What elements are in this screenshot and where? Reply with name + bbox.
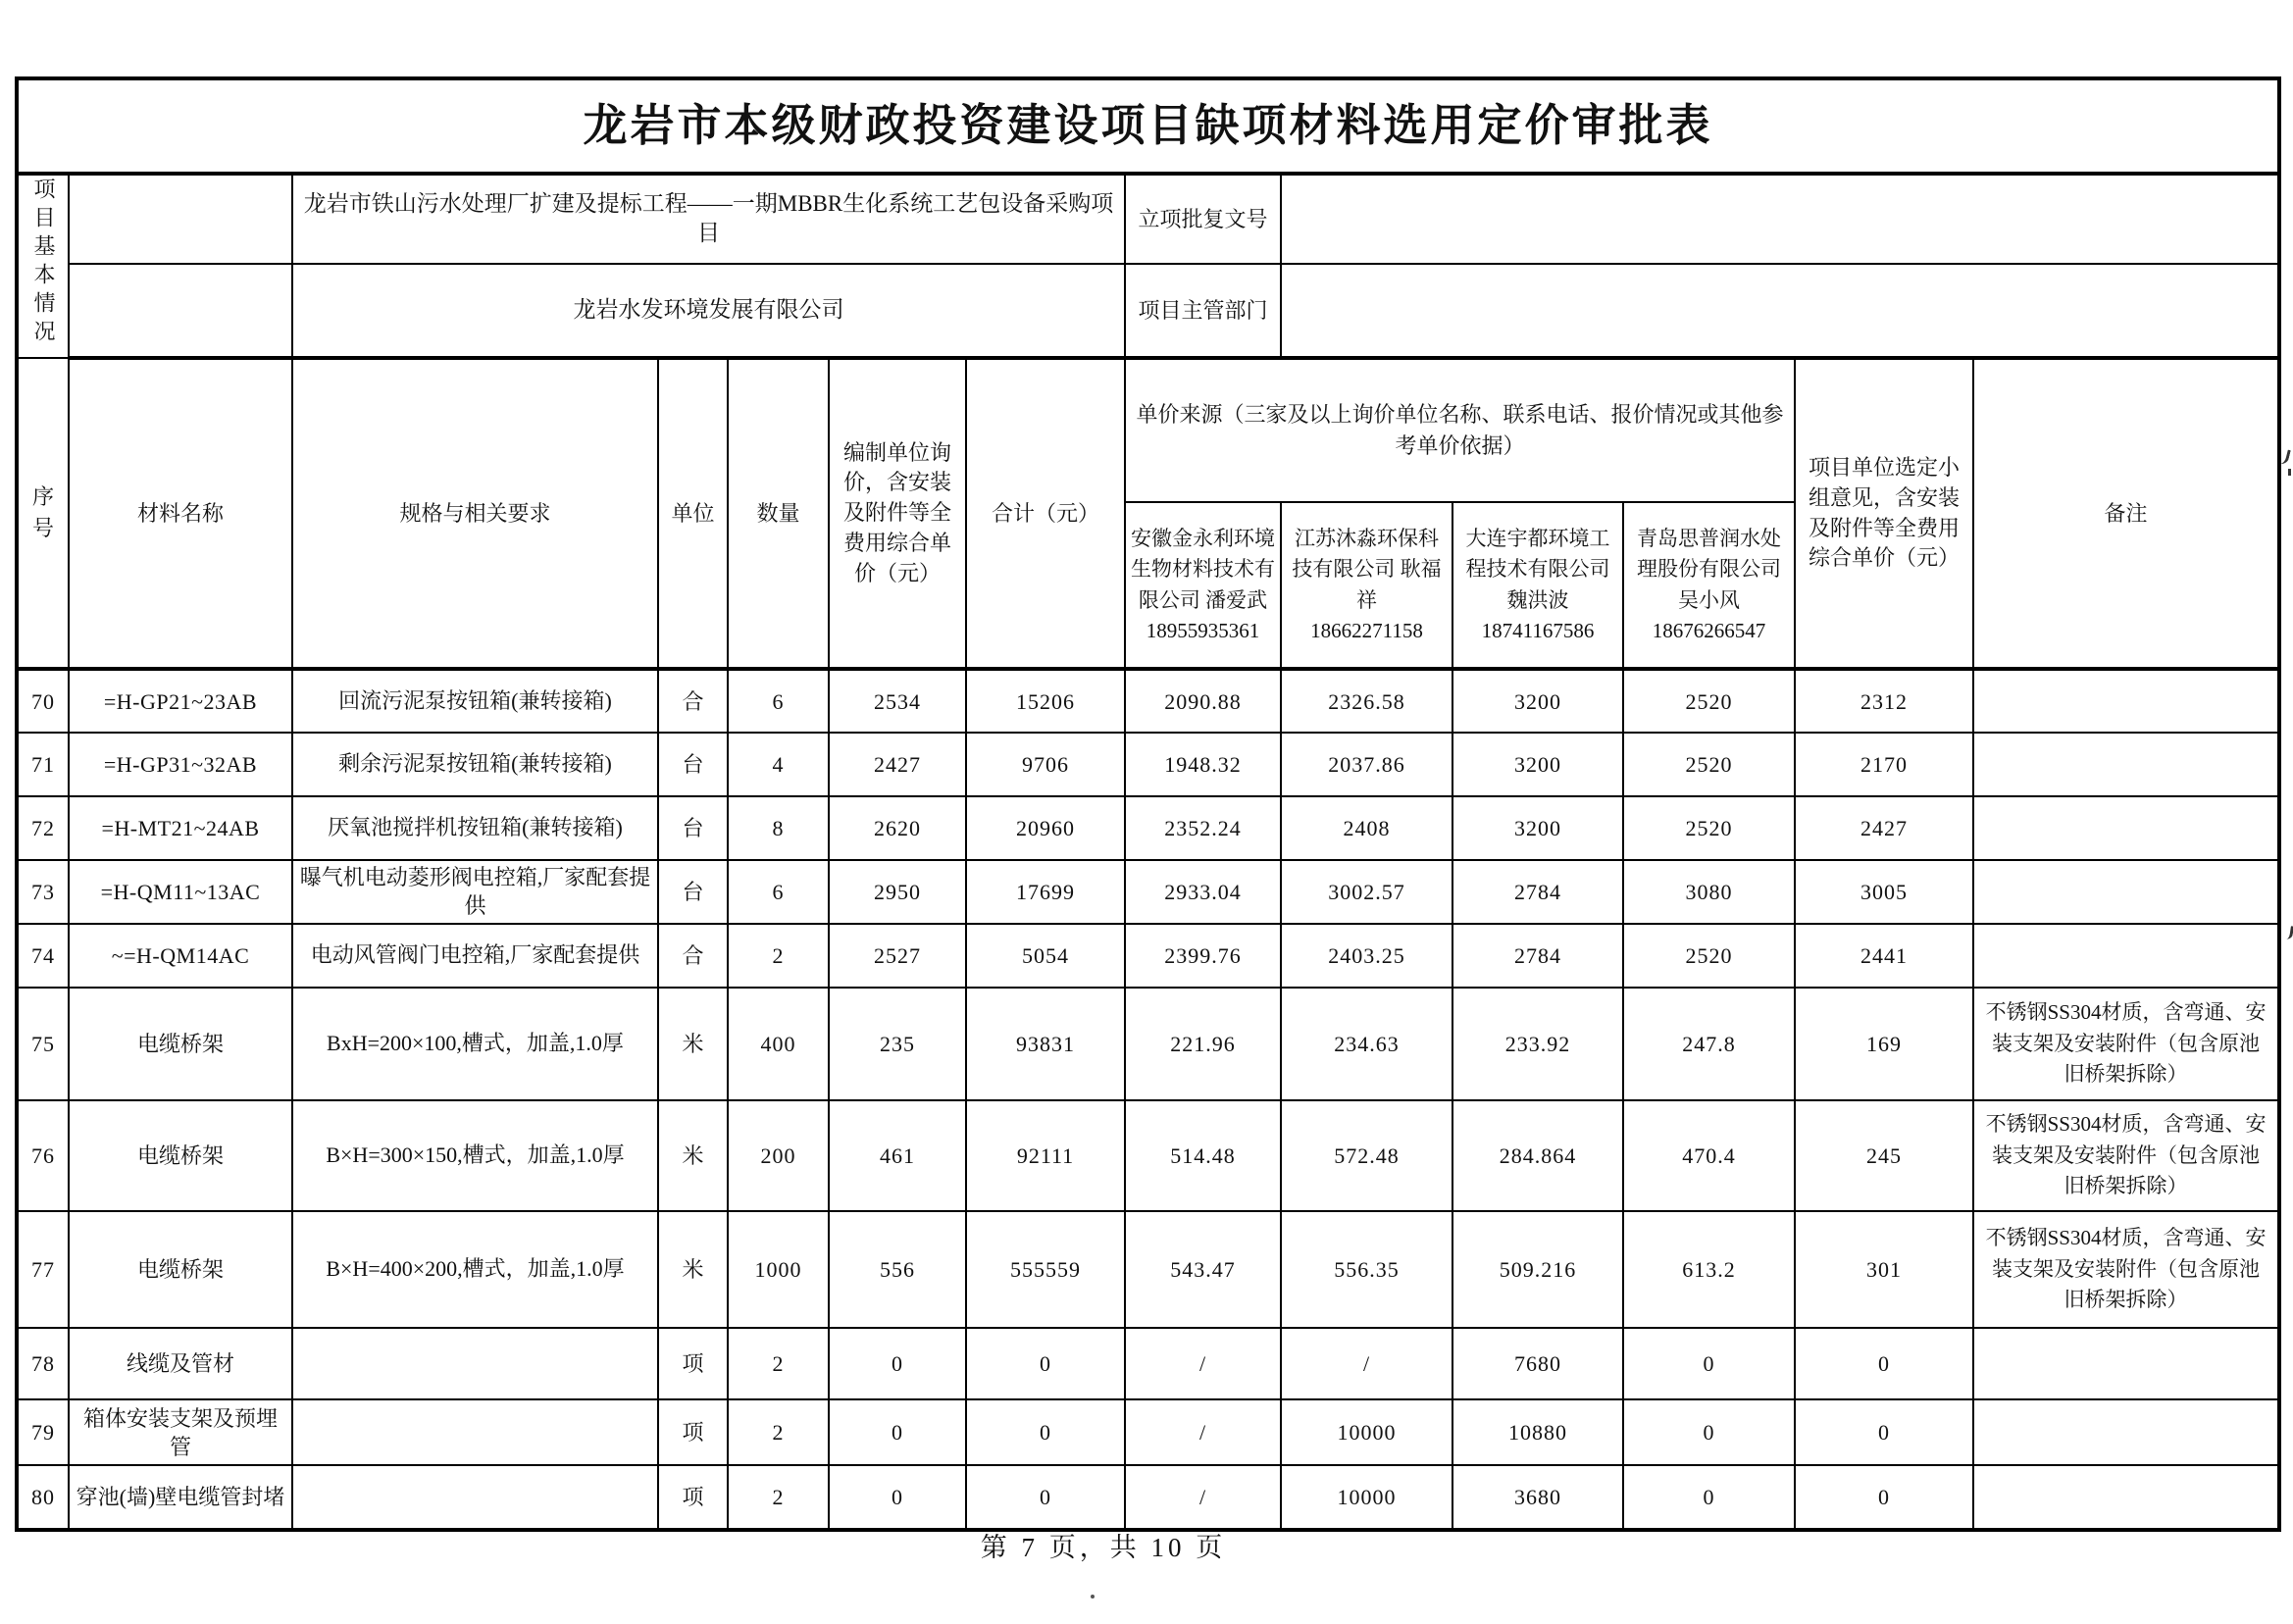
cell-material-name: ~=H-QM14AC	[69, 924, 292, 988]
cell-spec: B×H=400×200,槽式，加盖,1.0厚	[292, 1211, 658, 1328]
project-info-blank-cell	[69, 174, 292, 264]
cell-selected-price: 245	[1795, 1100, 1973, 1211]
cell-spec: 电动风管阀门电控箱,厂家配套提供	[292, 924, 658, 988]
approval-form-table	[15, 76, 2281, 1532]
cell-qty: 4	[728, 733, 829, 796]
cell-vendor-1-price: /	[1125, 1399, 1281, 1465]
cell-seq: 70	[17, 669, 69, 733]
table-row	[17, 1211, 2279, 1328]
cell-compiled-price: 2620	[829, 796, 966, 860]
cell-vendor-4-price: 470.4	[1623, 1100, 1795, 1211]
cell-qty: 2	[728, 924, 829, 988]
cell-seq: 73	[17, 860, 69, 924]
cell-total: 92111	[966, 1100, 1125, 1211]
cell-remark	[1973, 1465, 2279, 1530]
cell-vendor-3-price: 233.92	[1452, 988, 1623, 1100]
cell-material-name: 电缆桥架	[69, 1211, 292, 1328]
cell-spec	[292, 1328, 658, 1399]
cell-seq: 78	[17, 1328, 69, 1399]
cell-total: 9706	[966, 733, 1125, 796]
cell-total: 20960	[966, 796, 1125, 860]
cell-vendor-4-price: 2520	[1623, 733, 1795, 796]
cell-total: 0	[966, 1399, 1125, 1465]
col-header-total: 合计（元）	[966, 358, 1125, 669]
dept-value-cell	[1281, 264, 2279, 358]
cell-compiled-price: 235	[829, 988, 966, 1100]
cell-vendor-4-price: 0	[1623, 1399, 1795, 1465]
col-header-price-source-group: 单价来源（三家及以上询价单位名称、联系电话、报价情况或其他参考单价依据）	[1125, 358, 1795, 502]
cell-selected-price: 3005	[1795, 860, 1973, 924]
col-header-selected-price: 项目单位选定小组意见，含安装及附件等全费用综合单价（元）	[1795, 358, 1973, 669]
table-row	[17, 860, 2279, 924]
cell-remark	[1973, 1328, 2279, 1399]
cell-vendor-1-price: 2399.76	[1125, 924, 1281, 988]
cell-seq: 80	[17, 1465, 69, 1530]
table-row	[17, 1465, 2279, 1530]
cell-vendor-2-price: 2408	[1281, 796, 1452, 860]
cell-vendor-2-price: 234.63	[1281, 988, 1452, 1100]
cell-vendor-3-price: 3200	[1452, 796, 1623, 860]
scan-artifact	[2285, 469, 2291, 476]
vendor-2-phone: 18662271158	[1310, 619, 1423, 643]
cell-total: 0	[966, 1328, 1125, 1399]
col-header-vendor-2	[1281, 502, 1452, 669]
cell-material-name: =H-MT21~24AB	[69, 796, 292, 860]
cell-material-name: 穿池(墙)壁电缆管封堵	[69, 1465, 292, 1530]
cell-qty: 2	[728, 1399, 829, 1465]
cell-vendor-3-price: 10880	[1452, 1399, 1623, 1465]
col-header-material-name: 材料名称	[69, 358, 292, 669]
cell-remark: 不锈钢SS304材质，含弯通、安装支架及安装附件（包含原池旧桥架拆除）	[1973, 988, 2279, 1100]
cell-selected-price: 301	[1795, 1211, 1973, 1328]
cell-remark	[1973, 1399, 2279, 1465]
project-info-row-1	[17, 174, 2279, 264]
col-header-vendor-4	[1623, 502, 1795, 669]
cell-remark	[1973, 733, 2279, 796]
table-row	[17, 669, 2279, 733]
col-header-remark: 备注	[1973, 358, 2279, 669]
cell-material-name: 线缆及管材	[69, 1328, 292, 1399]
cell-selected-price: 2312	[1795, 669, 1973, 733]
table-row	[17, 1328, 2279, 1399]
col-header-vendor-1	[1125, 502, 1281, 669]
cell-seq: 75	[17, 988, 69, 1100]
cell-qty: 2	[728, 1465, 829, 1530]
cell-vendor-2-price: 3002.57	[1281, 860, 1452, 924]
cell-vendor-2-price: 2403.25	[1281, 924, 1452, 988]
cell-unit: 米	[658, 988, 728, 1100]
vendor-4-name: 青岛思普润水处理股份有限公司 吴小风	[1637, 526, 1781, 612]
scan-artifact	[1091, 1595, 1095, 1599]
cell-vendor-1-price: 514.48	[1125, 1100, 1281, 1211]
cell-spec: BxH=200×100,槽式，加盖,1.0厚	[292, 988, 658, 1100]
cell-vendor-3-price: 2784	[1452, 860, 1623, 924]
cell-vendor-4-price: 3080	[1623, 860, 1795, 924]
table-row	[17, 1399, 2279, 1465]
cell-selected-price: 2427	[1795, 796, 1973, 860]
cell-unit: 台	[658, 796, 728, 860]
vendor-2-name: 江苏沐淼环保科技有限公司 耿福祥	[1292, 526, 1442, 612]
cell-compiled-price: 0	[829, 1328, 966, 1399]
cell-spec: 回流污泥泵按钮箱(兼转接箱)	[292, 669, 658, 733]
approval-doc-label-cell: 立项批复文号	[1125, 174, 1281, 264]
cell-total: 93831	[966, 988, 1125, 1100]
table-row	[17, 1100, 2279, 1211]
cell-material-name: =H-GP31~32AB	[69, 733, 292, 796]
cell-vendor-1-price: /	[1125, 1465, 1281, 1530]
cell-vendor-2-price: 572.48	[1281, 1100, 1452, 1211]
cell-selected-price: 2170	[1795, 733, 1973, 796]
cell-qty: 6	[728, 669, 829, 733]
approval-doc-value-cell	[1281, 174, 2279, 264]
cell-total: 0	[966, 1465, 1125, 1530]
vendor-3-name: 大连宇都环境工程技术有限公司 魏洪波	[1465, 526, 1610, 612]
cell-remark	[1973, 669, 2279, 733]
cell-compiled-price: 0	[829, 1399, 966, 1465]
cell-seq: 76	[17, 1100, 69, 1211]
header-row-group	[17, 358, 2279, 502]
cell-selected-price: 169	[1795, 988, 1973, 1100]
cell-total: 15206	[966, 669, 1125, 733]
cell-vendor-4-price: 0	[1623, 1465, 1795, 1530]
cell-vendor-4-price: 2520	[1623, 924, 1795, 988]
col-header-vendor-3	[1452, 502, 1623, 669]
cell-qty: 6	[728, 860, 829, 924]
cell-material-name: =H-GP21~23AB	[69, 669, 292, 733]
cell-selected-price: 0	[1795, 1328, 1973, 1399]
cell-total: 17699	[966, 860, 1125, 924]
cell-qty: 400	[728, 988, 829, 1100]
col-header-qty: 数量	[728, 358, 829, 669]
cell-material-name: =H-QM11~13AC	[69, 860, 292, 924]
cell-vendor-1-price: /	[1125, 1328, 1281, 1399]
cell-spec: 厌氧池搅拌机按钮箱(兼转接箱)	[292, 796, 658, 860]
form-title: 龙岩市本级财政投资建设项目缺项材料选用定价审批表	[17, 78, 2279, 174]
cell-spec: 曝气机电动菱形阀电控箱,厂家配套提供	[292, 860, 658, 924]
cell-compiled-price: 556	[829, 1211, 966, 1328]
cell-vendor-1-price: 543.47	[1125, 1211, 1281, 1328]
cell-seq: 79	[17, 1399, 69, 1465]
cell-vendor-2-price: /	[1281, 1328, 1452, 1399]
cell-vendor-3-price: 509.216	[1452, 1211, 1623, 1328]
project-info-blank-cell	[69, 264, 292, 358]
cell-spec	[292, 1465, 658, 1530]
cell-selected-price: 0	[1795, 1465, 1973, 1530]
table-row	[17, 796, 2279, 860]
title-row	[17, 78, 2279, 174]
cell-vendor-2-price: 2326.58	[1281, 669, 1452, 733]
cell-material-name: 电缆桥架	[69, 988, 292, 1100]
cell-vendor-4-price: 2520	[1623, 669, 1795, 733]
cell-compiled-price: 2427	[829, 733, 966, 796]
cell-unit: 合	[658, 669, 728, 733]
cell-unit: 米	[658, 1211, 728, 1328]
page-number: 第 7 页，共 10 页	[980, 1533, 1227, 1562]
cell-vendor-1-price: 2352.24	[1125, 796, 1281, 860]
col-header-unit: 单位	[658, 358, 728, 669]
cell-compiled-price: 0	[829, 1465, 966, 1530]
cell-qty: 8	[728, 796, 829, 860]
cell-spec: 剩余污泥泵按钮箱(兼转接箱)	[292, 733, 658, 796]
table-row	[17, 988, 2279, 1100]
cell-vendor-1-price: 2090.88	[1125, 669, 1281, 733]
cell-vendor-2-price: 2037.86	[1281, 733, 1452, 796]
cell-vendor-3-price: 7680	[1452, 1328, 1623, 1399]
table-row	[17, 733, 2279, 796]
cell-remark: 不锈钢SS304材质，含弯通、安装支架及安装附件（包含原池旧桥架拆除）	[1973, 1211, 2279, 1328]
project-name-cell: 龙岩市铁山污水处理厂扩建及提标工程——一期MBBR生化系统工艺包设备采购项目	[292, 174, 1125, 264]
cell-vendor-2-price: 10000	[1281, 1465, 1452, 1530]
cell-qty: 200	[728, 1100, 829, 1211]
cell-spec: B×H=300×150,槽式，加盖,1.0厚	[292, 1100, 658, 1211]
owner-company-cell: 龙岩水发环境发展有限公司	[292, 264, 1125, 358]
col-header-spec: 规格与相关要求	[292, 358, 658, 669]
cell-vendor-4-price: 0	[1623, 1328, 1795, 1399]
cell-material-name: 箱体安装支架及预埋管	[69, 1399, 292, 1465]
cell-vendor-1-price: 1948.32	[1125, 733, 1281, 796]
cell-seq: 74	[17, 924, 69, 988]
cell-qty: 2	[728, 1328, 829, 1399]
cell-unit: 台	[658, 860, 728, 924]
cell-vendor-4-price: 2520	[1623, 796, 1795, 860]
cell-selected-price: 0	[1795, 1399, 1973, 1465]
cell-seq: 72	[17, 796, 69, 860]
scan-artifact	[2285, 926, 2293, 940]
cell-total: 555559	[966, 1211, 1125, 1328]
cell-material-name: 电缆桥架	[69, 1100, 292, 1211]
cell-unit: 台	[658, 733, 728, 796]
cell-total: 5054	[966, 924, 1125, 988]
cell-remark	[1973, 796, 2279, 860]
cell-unit: 米	[658, 1100, 728, 1211]
cell-compiled-price: 2534	[829, 669, 966, 733]
cell-vendor-3-price: 3200	[1452, 733, 1623, 796]
cell-vendor-2-price: 10000	[1281, 1399, 1452, 1465]
cell-compiled-price: 461	[829, 1100, 966, 1211]
cell-vendor-1-price: 221.96	[1125, 988, 1281, 1100]
cell-compiled-price: 2950	[829, 860, 966, 924]
project-info-section-label: 项目基本情况	[17, 174, 69, 358]
dept-label-cell: 项目主管部门	[1125, 264, 1281, 358]
cell-vendor-4-price: 247.8	[1623, 988, 1795, 1100]
cell-vendor-1-price: 2933.04	[1125, 860, 1281, 924]
cell-vendor-4-price: 613.2	[1623, 1211, 1795, 1328]
vendor-1-name: 安徽金永利环境生物材料技术有限公司 潘爱武	[1131, 526, 1275, 612]
table-row	[17, 924, 2279, 988]
cell-spec	[292, 1399, 658, 1465]
vendor-4-phone: 18676266547	[1652, 619, 1766, 643]
cell-unit: 项	[658, 1465, 728, 1530]
cell-vendor-3-price: 3200	[1452, 669, 1623, 733]
col-header-compiled-price: 编制单位询价，含安装及附件等全费用综合单价（元）	[829, 358, 966, 669]
cell-vendor-2-price: 556.35	[1281, 1211, 1452, 1328]
cell-compiled-price: 2527	[829, 924, 966, 988]
cell-unit: 合	[658, 924, 728, 988]
cell-seq: 71	[17, 733, 69, 796]
cell-unit: 项	[658, 1328, 728, 1399]
cell-vendor-3-price: 284.864	[1452, 1100, 1623, 1211]
vendor-3-phone: 18741167586	[1481, 619, 1595, 643]
project-info-row-2	[17, 264, 2279, 358]
cell-seq: 77	[17, 1211, 69, 1328]
cell-unit: 项	[658, 1399, 728, 1465]
cell-remark	[1973, 924, 2279, 988]
cell-qty: 1000	[728, 1211, 829, 1328]
cell-remark: 不锈钢SS304材质，含弯通、安装支架及安装附件（包含原池旧桥架拆除）	[1973, 1100, 2279, 1211]
cell-selected-price: 2441	[1795, 924, 1973, 988]
vendor-1-phone: 18955935361	[1146, 619, 1260, 643]
col-header-seq: 序号	[17, 358, 69, 669]
cell-remark	[1973, 860, 2279, 924]
cell-vendor-3-price: 3680	[1452, 1465, 1623, 1530]
cell-vendor-3-price: 2784	[1452, 924, 1623, 988]
